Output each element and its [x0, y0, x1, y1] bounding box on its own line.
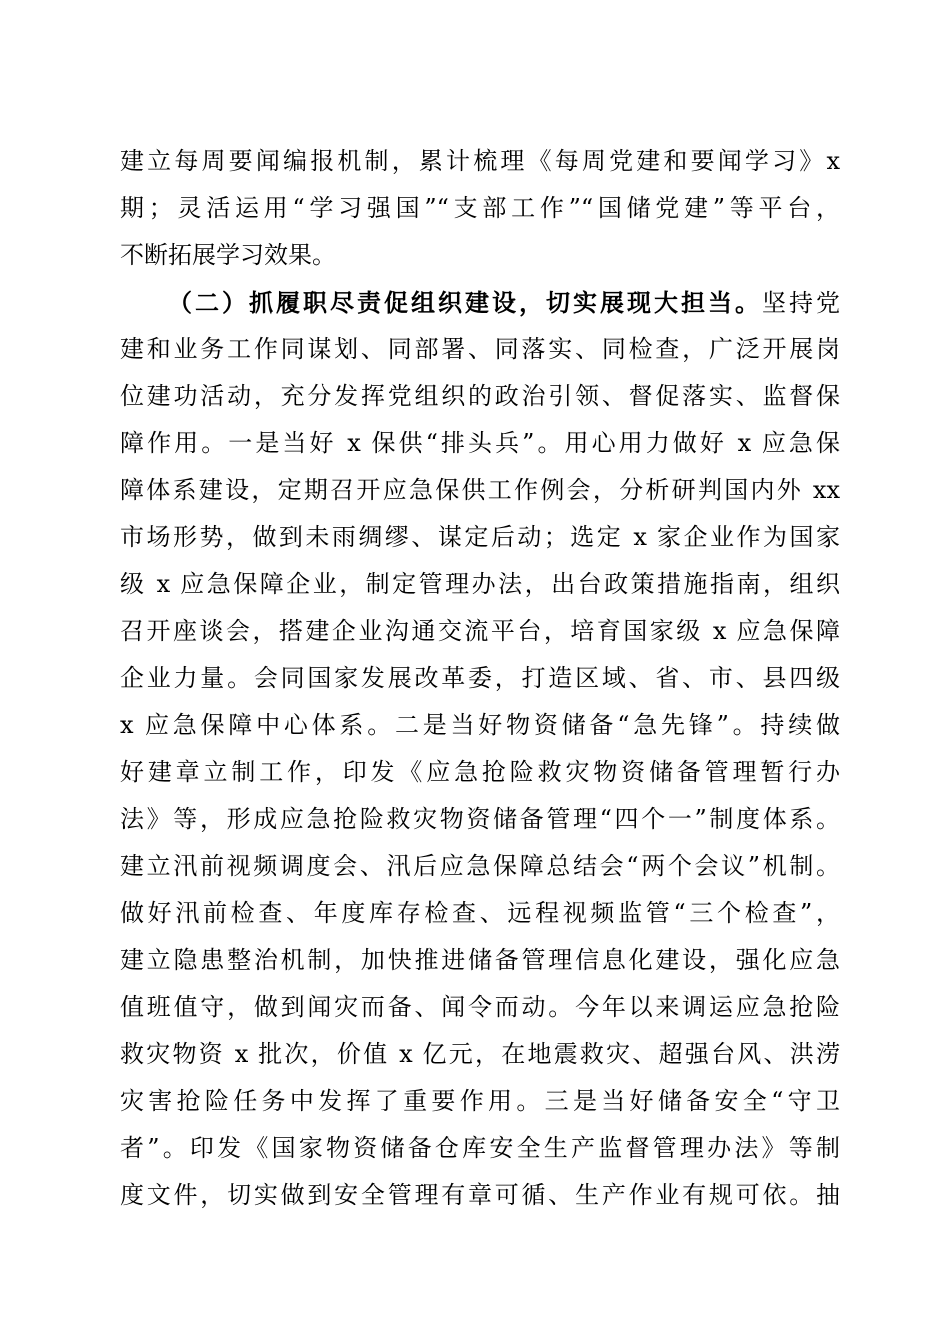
- text-line: 做好汛前检查、年度库存检查、远程视频监管“三个检查”，: [120, 899, 840, 927]
- text-line: 建和业务工作同谋划、同部署、同落实、同检查，广泛开展岗: [120, 335, 840, 363]
- text-line: 期；灵活运用“学习强国”“支部工作”“国储党建”等平台，: [120, 194, 840, 222]
- text-line: 法》等，形成应急抢险救灾物资储备管理“四个一”制度体系。: [120, 805, 840, 833]
- text-line: 灾害抢险任务中发挥了重要作用。三是当好储备安全“守卫: [120, 1087, 840, 1115]
- text-line: 值班值守，做到闻灾而备、闻令而动。今年以来调运应急抢险: [120, 993, 840, 1021]
- text-line: 好建章立制工作，印发《应急抢险救灾物资储备管理暂行办: [120, 758, 840, 786]
- text-line: 级 x 应急保障企业，制定管理办法，出台政策措施指南，组织: [120, 570, 840, 598]
- text-line: 位建功活动，充分发挥党组织的政治引领、督促落实、监督保: [120, 382, 840, 410]
- text-line: 度文件，切实做到安全管理有章可循、生产作业有规可依。抽: [120, 1181, 840, 1209]
- document-body: [120, 138, 840, 1219]
- text-line: 建立隐患整治机制，加快推进储备管理信息化建设，强化应急: [120, 946, 840, 974]
- section-heading-line: [120, 279, 840, 326]
- text-line: 市场形势，做到未雨绸缪、谋定后动；选定 x 家企业作为国家: [120, 523, 840, 551]
- text-line: 建立汛前视频调度会、汛后应急保障总结会“两个会议”机制。: [120, 852, 840, 880]
- text-line: 召开座谈会，搭建企业沟通交流平台，培育国家级 x 应急保障: [120, 617, 840, 645]
- text-line: 不断拓展学习效果。: [120, 241, 336, 269]
- section-heading: （二）抓履职尽责促组织建设，切实展现大担当。: [168, 288, 762, 317]
- heading-line-text: 坚持党: [762, 289, 840, 317]
- text-line: x 应急保障中心体系。二是当好物资储备“急先锋”。持续做: [120, 711, 840, 739]
- text-line: 者”。印发《国家物资储备仓库安全生产监督管理办法》等制: [120, 1134, 840, 1162]
- text-line: 建立每周要闻编报机制，累计梳理《每周党建和要闻学习》x: [120, 147, 840, 175]
- paragraph-2: [120, 279, 840, 1219]
- text-line: 企业力量。会同国家发展改革委，打造区域、省、市、县四级: [120, 664, 840, 692]
- text-line: 障作用。一是当好 x 保供“排头兵”。用心用力做好 x 应急保: [120, 429, 840, 457]
- text-line: 救灾物资 x 批次，价值 x 亿元，在地震救灾、超强台风、洪涝: [120, 1040, 840, 1068]
- paragraph-1: [120, 138, 840, 279]
- text-line: 障体系建设，定期召开应急保供工作例会，分析研判国内外 xx: [120, 476, 840, 504]
